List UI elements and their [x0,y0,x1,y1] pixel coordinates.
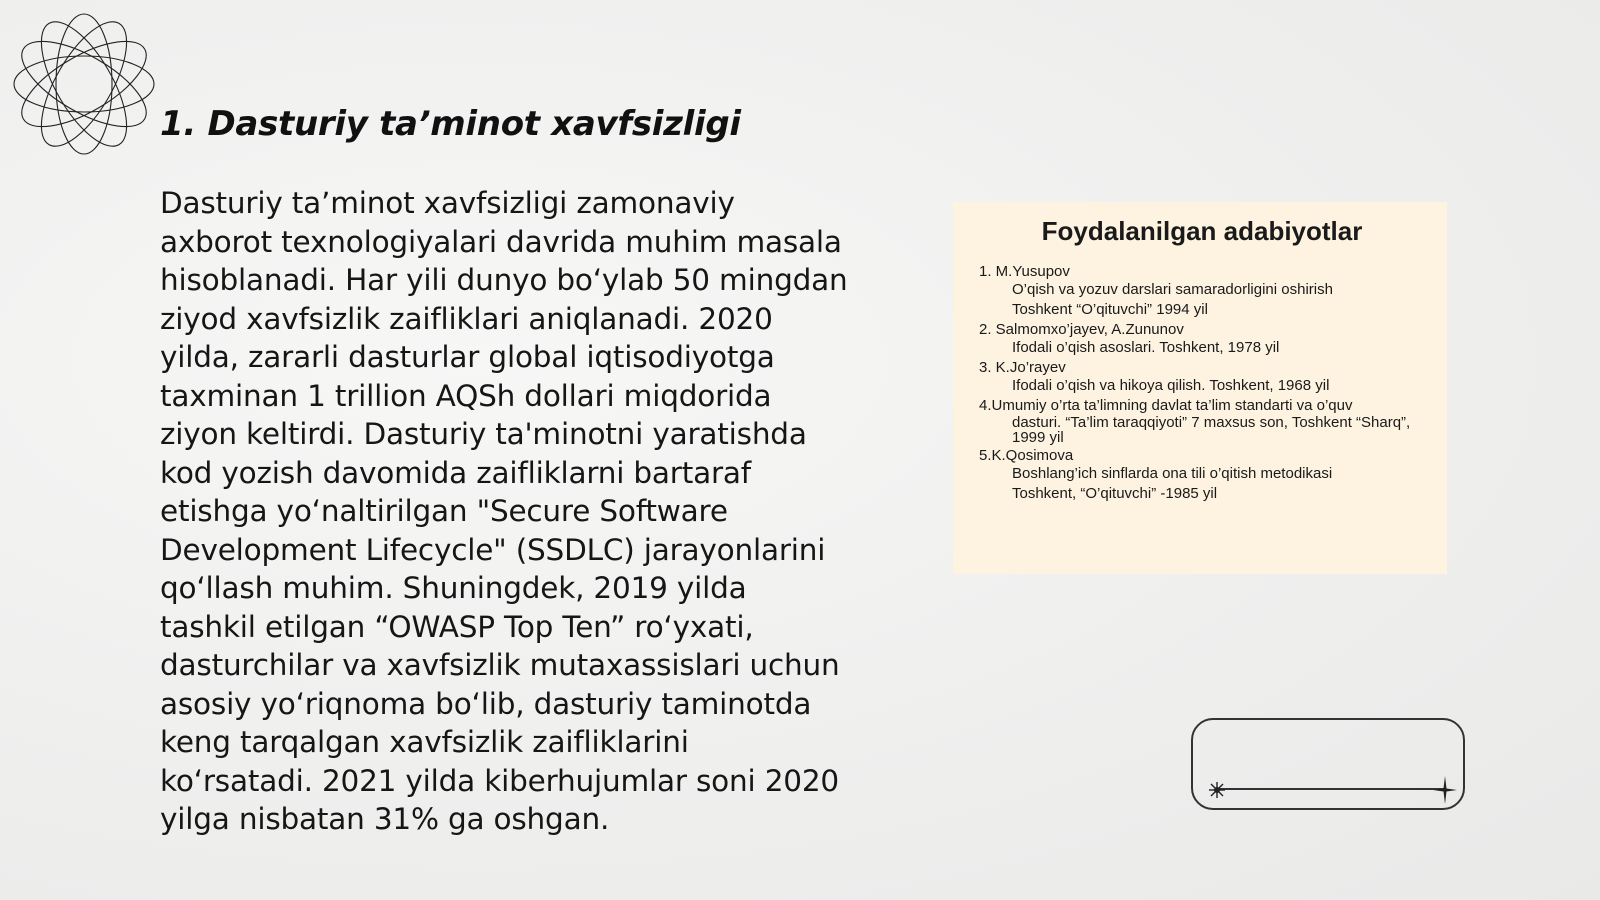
reference-detail: Toshkent, “O’qituvchi” -1985 yil [1012,485,1218,502]
reference-item [979,321,1425,357]
references-panel [953,202,1447,574]
reference-item [979,447,1425,503]
reference-item [979,359,1425,395]
reference-detail: Ifodali o’qish asoslari. Toshkent, 1978 yil [1012,339,1280,356]
sparkle-icon [1207,780,1227,800]
reference-author: 2. Salmomxo’jayev, A.Zununov [979,321,1184,338]
slide-body-text: Dasturiy ta’minot xavfsizligi zamonaviy axborot texnologiyalari davrida muhim masala hisoblanadi. Har yili dunyo bo‘ylab 50 mingdan ziyod xavfsizlik zaifliklari aniqlanadi. 2020 yilda, zararli dasturlar global iqtisodiyotga taxminan 1 trillion AQSh dollari miqdorida ziyon keltirdi. Dasturiy ta'minotni yaratishda kod yozish davomida zaifliklarni bartaraf etishga yo‘naltirilgan "Secure Software Development Lifecycle" (SSDLC) jarayonlarini qo‘llash muhim. Shuningdek, 2019 yilda tashkil etilgan “OWASP Top Ten” ro‘yxati, dasturchilar va xavfsizlik mutaxassislari uchun asosiy yo‘riqnoma bo‘lib, dasturiy taminotda keng tarqalgan xavfsizlik zaifliklarini ko‘rsatadi. 2021 yilda kiberhujumlar soni 2020 yilga nisbatan 31% ga oshgan. [160,186,848,836]
reference-item [979,263,1425,319]
reference-author: 3. K.Jo’rayev [979,359,1066,376]
reference-author: 1. M.Yusupov [979,263,1070,280]
decorative-slider-frame [1191,718,1465,810]
spirograph-logo-icon [10,10,158,158]
references-title: Foydalanilgan adabiyotlar [1041,216,1363,246]
reference-detail: O’qish va yozuv darslari samaradorligini oshirish [1012,281,1333,298]
reference-item [979,397,1425,445]
reference-detail: Toshkent “O’qituvchi” 1994 yil [1012,301,1208,318]
reference-detail: Ifodali o’qish va hikoya qilish. Toshkent, 1968 yil [1012,377,1330,394]
reference-detail: dasturi. “Ta’lim taraqqiyoti” 7 maxsus son, Toshkent “Sharq”, 1999 yil [1012,414,1411,446]
slider-track [1217,788,1445,790]
reference-detail: Boshlang’ich sinflarda ona tili o’qitish metodikasi [1012,465,1333,482]
four-point-star-icon [1433,776,1457,804]
slide-title: 1. Dasturiy ta’minot xavfsizligi [160,104,741,144]
reference-author: 4.Umumiy o’rta ta’limning davlat ta’lim standarti va o’quv [979,397,1353,414]
reference-author: 5.K.Qosimova [979,447,1074,464]
